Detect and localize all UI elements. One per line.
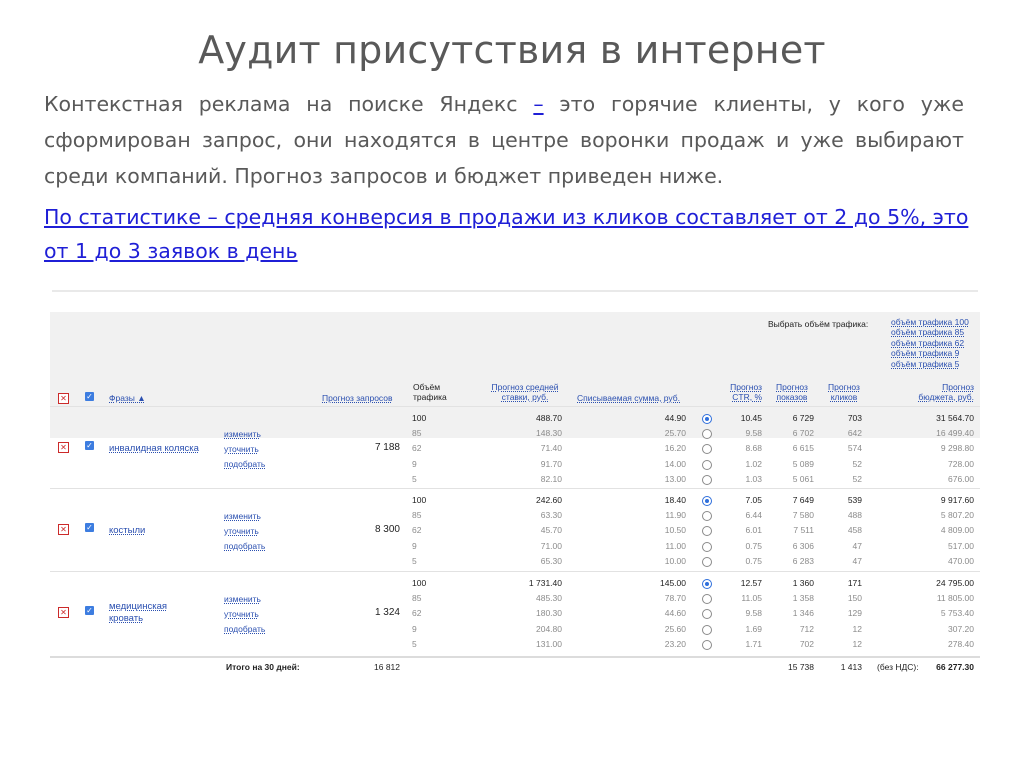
cell-charge: 145.00: [660, 578, 686, 588]
cell-impr: 7 649: [792, 495, 814, 505]
intro-text-part1: Контекстная реклама на поиске Яндекс: [44, 92, 534, 116]
cell-bid: 242.60: [536, 495, 562, 505]
cell-bid: 485.30: [536, 593, 562, 604]
statistics-link[interactable]: По статистике – средняя конверсия в продажи из кликов составляет от 2 до 5%, это от 1 до 3 заявок в день: [44, 205, 969, 263]
cell-bid: 65.30: [540, 555, 562, 566]
delete-phrase-icon[interactable]: ✕: [58, 442, 69, 453]
cell-vol: 5: [412, 473, 417, 484]
cell-vol: 85: [412, 510, 422, 521]
cell-bid: 82.10: [540, 473, 562, 484]
cell-bid: 45.70: [540, 525, 562, 536]
totals-vat-note: (без НДС):: [877, 662, 919, 672]
cell-budget: 9 917.60: [940, 495, 974, 505]
cell-clicks: 12: [852, 623, 862, 634]
clicks-header-line2: кликов: [830, 392, 858, 402]
slide-title: Аудит присутствия в интернет: [198, 28, 826, 72]
cell-clicks: 574: [847, 443, 862, 454]
cell-charge: 44.90: [664, 413, 686, 423]
traffic-radio[interactable]: [702, 640, 712, 650]
cell-charge: 11.90: [665, 510, 686, 521]
intro-dash-link[interactable]: –: [533, 92, 544, 116]
cell-impr: 1 346: [792, 608, 814, 619]
action-pick-link[interactable]: подобрать: [224, 459, 266, 470]
cell-impr: 6 615: [792, 443, 814, 454]
volume-header-line1: Объём: [413, 382, 441, 392]
phrase-queries-value: 8 300: [374, 524, 400, 536]
cell-vol: 100: [412, 413, 427, 423]
cell-ctr: 1.02: [745, 458, 762, 469]
group-divider: [50, 406, 980, 407]
traffic-radio[interactable]: [702, 557, 712, 567]
cell-clicks: 539: [847, 495, 862, 505]
cell-ctr: 12.57: [740, 578, 762, 588]
cell-impr: 5 089: [792, 458, 814, 469]
totals-divider: [50, 656, 980, 658]
traffic-radio[interactable]: [702, 496, 712, 506]
cell-bid: 204.80: [536, 623, 562, 634]
cell-charge: 16.20: [664, 443, 686, 454]
cell-budget: 4 809.00: [940, 525, 974, 536]
cell-impr: 6 283: [792, 555, 814, 566]
cell-ctr: 0.75: [745, 540, 762, 551]
cell-budget: 24 795.00: [936, 578, 974, 588]
traffic-link-100[interactable]: объём трафика 100: [891, 317, 969, 327]
intro-text-part2: это горячие клиенты, у кого уже сформирован запрос, они находятся в центре воронки продаж и уже выбирают среди компаний. Прогноз запросов и бюджет приведен ниже.: [44, 92, 965, 188]
cell-bid: 1 731.40: [528, 578, 562, 588]
budget-header[interactable]: [888, 382, 974, 402]
cell-impr: 702: [799, 638, 814, 649]
action-edit-link[interactable]: изменить: [224, 429, 261, 440]
cell-budget: 517.00: [948, 540, 974, 551]
ctr-header[interactable]: [718, 382, 762, 402]
cell-budget: 278.40: [948, 638, 974, 649]
cell-charge: 13.00: [664, 473, 686, 484]
cell-vol: 62: [412, 443, 422, 454]
action-refine-link[interactable]: уточнить: [224, 609, 259, 620]
cell-clicks: 52: [852, 458, 862, 469]
phrase-queries-value: 7 188: [374, 442, 400, 454]
cell-budget: 31 564.70: [936, 413, 974, 423]
traffic-radio[interactable]: [702, 609, 712, 619]
traffic-radio[interactable]: [702, 475, 712, 485]
cell-ctr: 9.58: [745, 608, 762, 619]
cell-ctr: 7.05: [745, 495, 762, 505]
cell-budget: 728.00: [948, 458, 974, 469]
charged-amount-header[interactable]: Списываемая сумма, руб.: [577, 393, 681, 403]
ctr-header-line1: Прогноз: [730, 382, 762, 392]
cell-clicks: 642: [847, 428, 862, 439]
volume-header-line2: трафика: [413, 392, 447, 402]
cell-clicks: 703: [847, 413, 862, 423]
cell-budget: 9 298.80: [940, 443, 974, 454]
cell-clicks: 47: [852, 555, 862, 566]
traffic-link-5[interactable]: объём трафика 5: [891, 358, 960, 369]
cell-ctr: 1.71: [745, 638, 762, 649]
group-divider: [50, 488, 980, 489]
cell-vol: 5: [412, 555, 417, 566]
cell-impr: 1 360: [792, 578, 814, 588]
forecast-table-screenshot: [48, 283, 980, 678]
cell-charge: 25.60: [664, 623, 686, 634]
ctr-header-line2: CTR, %: [732, 392, 762, 402]
cell-ctr: 1.69: [745, 623, 762, 634]
top-divider: [52, 290, 978, 292]
cell-budget: 307.20: [948, 623, 974, 634]
cell-budget: 5 753.40: [940, 608, 974, 619]
cell-charge: 10.50: [664, 525, 686, 536]
delete-phrase-icon[interactable]: ✕: [58, 607, 69, 618]
cell-ctr: 6.44: [745, 510, 762, 521]
action-edit-link[interactable]: изменить: [224, 511, 261, 522]
action-edit-link[interactable]: изменить: [224, 594, 261, 605]
cell-charge: 78.70: [664, 593, 686, 604]
phrase-checkbox[interactable]: ✓: [86, 441, 93, 451]
totals-queries: 16 812: [374, 662, 400, 672]
cell-impr: 6 702: [792, 428, 814, 439]
group-divider: [50, 571, 980, 572]
cell-charge: 14.00: [664, 458, 686, 469]
cell-ctr: 8.68: [745, 443, 762, 454]
cell-vol: 9: [412, 540, 417, 551]
cell-vol: 9: [412, 458, 417, 469]
cell-budget: 470.00: [948, 555, 974, 566]
traffic-radio[interactable]: [702, 444, 712, 454]
traffic-radio[interactable]: [702, 526, 712, 536]
traffic-radio[interactable]: [702, 594, 712, 604]
cell-ctr: 1.03: [745, 473, 762, 484]
cell-charge: 18.40: [664, 495, 686, 505]
impressions-header-line1: Прогноз: [776, 382, 808, 392]
cell-clicks: 458: [847, 525, 862, 536]
cell-bid: 71.40: [540, 443, 562, 454]
cell-bid: 488.70: [536, 413, 562, 423]
cell-ctr: 11.05: [741, 593, 762, 604]
cell-charge: 10.00: [664, 555, 686, 566]
cell-bid: 63.30: [540, 510, 562, 521]
cell-charge: 11.00: [665, 540, 686, 551]
cell-budget: 11 805.00: [936, 593, 974, 604]
traffic-link-9[interactable]: объём трафика 9: [891, 348, 960, 359]
phrase-checkbox[interactable]: ✓: [86, 523, 93, 533]
cell-impr: 7 580: [792, 510, 814, 521]
cell-clicks: 488: [847, 510, 862, 521]
forecast-queries-header[interactable]: Прогноз запросов: [322, 393, 393, 403]
cell-vol: 85: [412, 593, 422, 604]
traffic-radio[interactable]: [702, 625, 712, 635]
cell-clicks: 150: [847, 593, 862, 604]
intro-paragraph: [44, 86, 964, 194]
cell-vol: 100: [412, 495, 427, 505]
select-all-checkbox[interactable]: ✓: [86, 392, 93, 401]
avg-bid-header-line1: Прогноз средней: [491, 382, 559, 392]
cell-vol: 5: [412, 638, 417, 649]
traffic-radio[interactable]: [702, 414, 712, 424]
cell-bid: 180.30: [536, 608, 562, 619]
cell-charge: 23.20: [664, 638, 686, 649]
cell-budget: 5 807.20: [940, 510, 974, 521]
totals-budget: 66 277.30: [936, 662, 974, 672]
action-pick-link[interactable]: подобрать: [224, 541, 266, 552]
cell-ctr: 0.75: [745, 555, 762, 566]
phrase-checkbox[interactable]: ✓: [86, 606, 93, 616]
traffic-radio[interactable]: [702, 542, 712, 552]
cell-clicks: 47: [852, 540, 862, 551]
cell-clicks: 12: [852, 638, 862, 649]
traffic-volume-links: [891, 317, 969, 369]
cell-vol: 100: [412, 578, 427, 588]
phrase-link[interactable]: инвалидная коляска: [109, 443, 199, 455]
phrases-header[interactable]: Фразы ▲: [109, 393, 146, 403]
action-refine-link[interactable]: уточнить: [224, 526, 259, 537]
cell-impr: 6 306: [792, 540, 814, 551]
clicks-header-line1: Прогноз: [828, 382, 860, 392]
cell-ctr: 10.45: [740, 413, 762, 423]
phrase-queries-value: 1 324: [374, 607, 400, 619]
delete-phrase-icon[interactable]: ✕: [58, 524, 69, 535]
cell-impr: 712: [799, 623, 814, 634]
cell-impr: 1 358: [792, 593, 814, 604]
traffic-radio[interactable]: [702, 579, 712, 589]
cell-bid: 131.00: [536, 638, 562, 649]
cell-vol: 62: [412, 608, 422, 619]
cell-bid: 91.70: [540, 458, 562, 469]
budget-header-line2: бюджета, руб.: [918, 392, 974, 402]
cell-vol: 85: [412, 428, 422, 439]
cell-clicks: 52: [852, 473, 862, 484]
clicks-header[interactable]: [822, 382, 866, 402]
cell-charge: 44.60: [664, 608, 686, 619]
delete-all-icon[interactable]: ✕: [58, 393, 69, 404]
cell-clicks: 171: [847, 578, 862, 588]
totals-impressions: 15 738: [788, 662, 814, 672]
cell-budget: 16 499.40: [936, 428, 974, 439]
cell-vol: 9: [412, 623, 417, 634]
action-pick-link[interactable]: подобрать: [224, 624, 266, 635]
cell-bid: 148.30: [536, 428, 562, 439]
traffic-link-62[interactable]: объём трафика 62: [891, 337, 965, 348]
cell-impr: 5 061: [792, 473, 814, 484]
cell-vol: 62: [412, 525, 422, 536]
cell-charge: 25.70: [664, 428, 686, 439]
totals-label: Итого на 30 дней:: [226, 662, 300, 672]
traffic-radio[interactable]: [702, 460, 712, 470]
cell-ctr: 9.58: [745, 428, 762, 439]
traffic-link-85[interactable]: объём трафика 85: [891, 327, 965, 338]
phrase-link[interactable]: костыли: [109, 525, 146, 537]
action-refine-link[interactable]: уточнить: [224, 444, 259, 455]
cell-clicks: 129: [847, 608, 862, 619]
volume-header: [413, 382, 447, 402]
phrase-link[interactable]: медицинская кровать: [109, 601, 167, 625]
cell-bid: 71.00: [540, 540, 562, 551]
impressions-header[interactable]: [770, 382, 814, 402]
cell-ctr: 6.01: [745, 525, 762, 536]
budget-header-line1: Прогноз: [942, 382, 974, 392]
choose-traffic-label: Выбрать объём трафика:: [768, 319, 869, 329]
avg-bid-header-line2: ставки, руб.: [501, 392, 549, 402]
cell-impr: 6 729: [792, 413, 814, 423]
cell-budget: 676.00: [948, 473, 974, 484]
traffic-radio[interactable]: [702, 511, 712, 521]
totals-clicks: 1 413: [840, 662, 862, 672]
impressions-header-line2: показов: [776, 392, 808, 402]
cell-impr: 7 511: [793, 525, 814, 536]
avg-bid-header[interactable]: [485, 382, 565, 402]
